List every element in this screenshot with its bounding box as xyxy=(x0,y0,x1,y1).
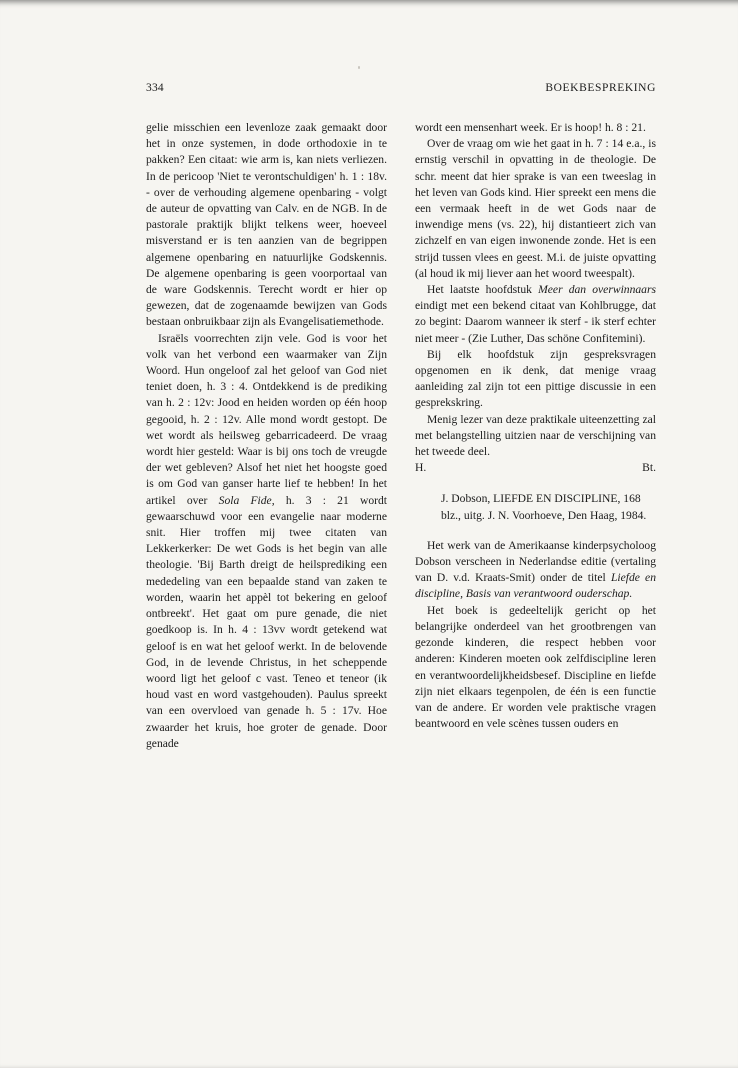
scan-speck xyxy=(358,66,360,69)
review-signature xyxy=(415,460,656,476)
paragraph-text: Israëls voorrechten zijn vele. God is voor het volk van het verbond een waarmaker van Zijn Woord. Hun ongeloof zal het geloof van God niet teniet doen, h. 3 : 4. Ontdekkend is de prediking van h. 2 : 12v: Jood en heiden worden op één hoop gegooid, h. 2 : 12v. Alle mond wordt gestopt. De wet wordt als heilsweg gebarricadeerd. De vraag wordt hier gesteld: Waar is bij ons toch de vreugde der wet gebleven? Alsof het niet het hoogste goed is om God van ganser harte lief te hebben! In het artikel over xyxy=(146,331,387,507)
signature-initials: Bt. xyxy=(642,461,656,475)
right-column xyxy=(415,120,656,732)
paragraph-text: Het laatste hoofdstuk xyxy=(427,283,532,297)
italic-title: Sola Fide, xyxy=(218,493,275,507)
paragraph-text: Het werk van de Amerikaanse kinderpsycholoog Dobson verscheen in Nederlandse editie (vertaling van D. v.d. Kraats-Smit) onder de titel xyxy=(415,538,656,585)
signature-initial: H. xyxy=(415,461,427,475)
paragraph: Het boek is gedeeltelijk gericht op het belangrijke onderdeel van het grootbrengen van gezonde kinderen, die respect hebben voor anderen: Kinderen moeten ook zelfdiscipline leren en verantwoordelijkheidsbesef. Discipline en liefde zijn niet elkaars tegenpolen, de één is een functie van de andere. Er worden vele praktische vragen beantwoord en vele scènes tussen ouders en xyxy=(415,603,656,731)
paragraph: Bij elk hoofdstuk zijn gespreksvragen opgenomen en ik denk, dat menige vraag aanleiding zal zijn tot een pittige discussie in een gesprekskring. xyxy=(415,347,656,410)
paragraph-text: eindigt met een bekend citaat van Kohlbrugge, dat zo begint: Daarom wanneer ik sterf - ik sterf echter niet meer - (Zie Luther, Das schöne Confitemini). xyxy=(415,299,656,345)
page-number: 334 xyxy=(146,82,164,94)
paragraph: wordt een mensenhart week. Er is hoop! h. 8 : 21. xyxy=(415,121,646,134)
paragraph: gelie misschien een levenloze zaak gemaakt door het in onze systemen, in dode orthodoxie in te pakken? Een citaat: wie arm is, kan niets verliezen. In de pericoop 'Niet te verontschuldigen' h. 1 : 18v. - over de verhouding algemene openbaring - volgt de auteur de opvatting van Calv. en de NGB. In de pastorale praktijk blijkt telkens weer, hoeveel misverstand er is ten aanzien van de begrippen algemene openbaring en natuurlijke Godskennis. De algemene openbaring is geen voorportaal van de ware Godskennis. Terecht wordt er hier op gewezen, dat de zogenaamde bewijzen van Gods bestaan onbruikbaar zijn als Evangelisatiemethode. xyxy=(146,121,387,329)
paragraph xyxy=(146,331,387,752)
italic-title: Meer dan overwinnaars xyxy=(538,283,656,297)
paragraph xyxy=(415,538,656,603)
left-column xyxy=(146,120,387,752)
paragraph: Over de vraag om wie het gaat in h. 7 : 14 e.a., is ernstig verschil in opvatting in de theologie. De schr. meent dat hier sprake is van een tweeslag in het leven van Gods kind. Hier spreekt een mens die een vermaak heeft in de wet Gods naar de inwendige mens (vs. 22), hij distantieert zich van zichzelf en van eigen inwonende zonde. Het is een strijd tussen vlees en geest. M.i. de juiste opvatting (al houd ik mij liever aan het woord tweespalt). xyxy=(415,137,656,280)
book-reference: J. Dobson, LIEFDE EN DISCIPLINE, 168 blz., uitg. J. N. Voorhoeve, Den Haag, 1984. xyxy=(441,492,647,522)
section-title: BOEKBESPREKING xyxy=(545,82,656,94)
italic-title: Liefde en discipline, Basis van verantwoord ouderschap. xyxy=(415,571,657,601)
paragraph xyxy=(415,282,656,347)
paragraph: Menig lezer van deze praktikale uiteenzetting zal met belangstelling uitzien naar de verschijning van het tweede deel. xyxy=(415,412,656,459)
paragraph-text: h. 3 : 21 wordt gewaarschuwd voor een evangelie naar moderne snit. Hier troffen mij twee citaten van Lekkerkerker: De wet Gods is het begin van alle theologie. 'Bij Barth dreigt de heilsprediking een mededeling van een bepaalde stand van zaken te worden, waarin het appèl tot bekering en geloof ontbreekt'. Het gaat om pure genade, die niet goedkoop is. In h. 4 : 13vv wordt getekend wat geloof is en wat het geloof werkt. In de belovende God, in de levende Christus, in het scheppende woord ligt het geloof c vast. Teneo et teneor (ik houd vast en word vastgehouden). Paulus spreekt van een overvloed van genade h. 5 : 17v. Hoe zwaarder het kruis, hoe groter de genade. Door genade xyxy=(146,493,388,750)
